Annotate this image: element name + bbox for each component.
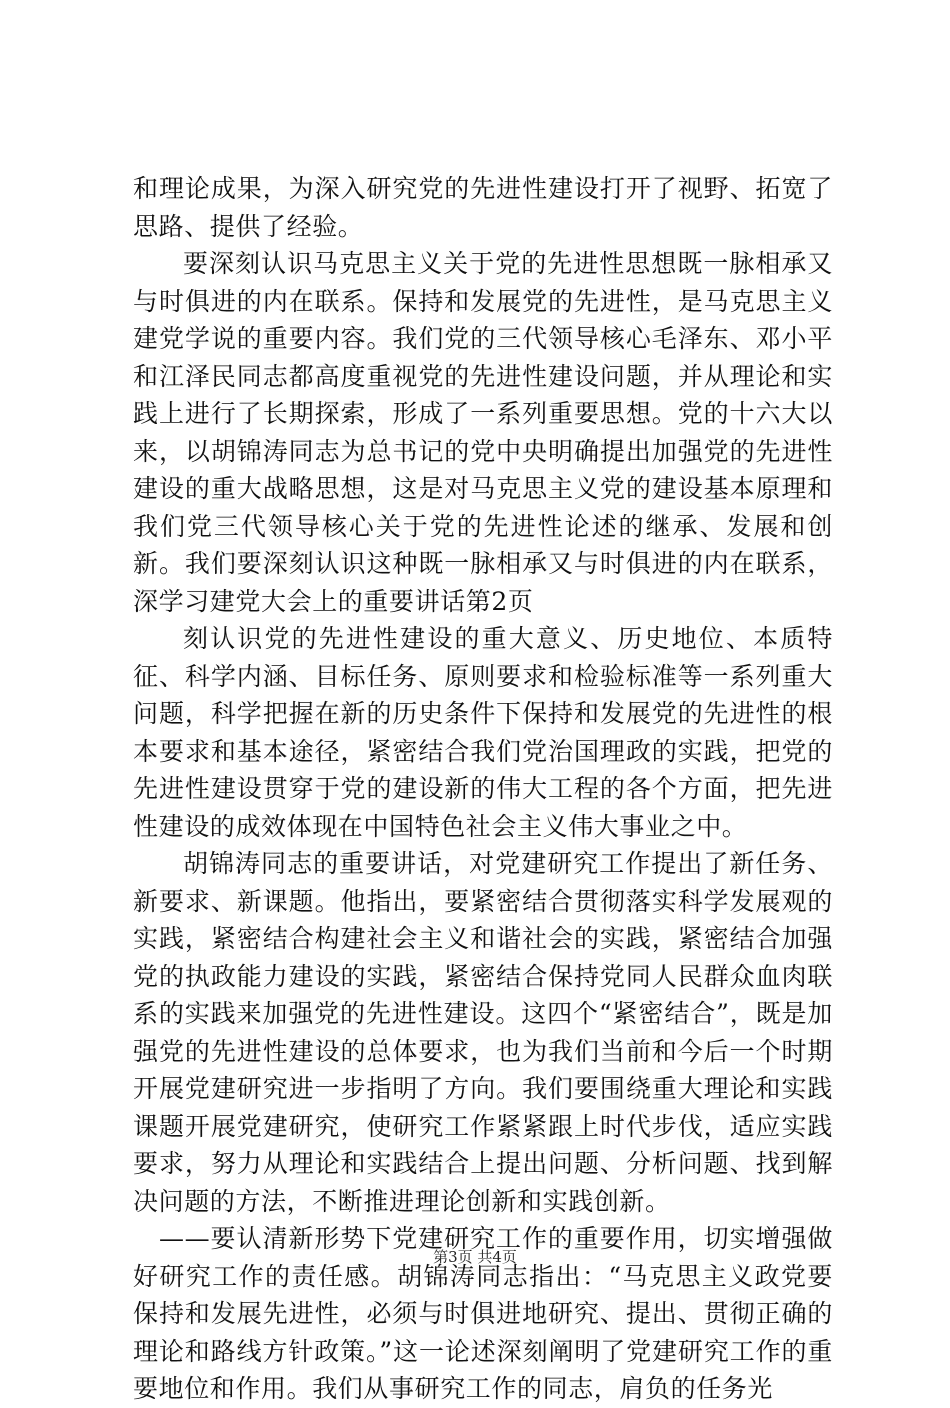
page-footer: 第3页 共4页 (433, 1248, 517, 1266)
body-text (133, 170, 833, 1408)
paragraph-hu-speech: 胡锦涛同志的重要讲话，对党建研究工作提出了新任务、新要求、新课题。他指出，要紧密结合贯彻落实科学发展观的实践，紧密结合构建社会主义和谐社会的实践，紧密结合加强党的执政能力建设的实践，紧密结合保持党同人民群众血肉联系的实践来加强党的先进性建设。这四个“紧密结合”，既是加强党的先进性建设的总体要求，也为我们当前和今后一个时期开展党建研究进一步指明了方向。我们要围绕重大理论和实践课题开展党建研究，使研究工作紧紧跟上时代步伐，适应实践要求，努力从理论和实践结合上提出问题、分析问题、找到解决问题的方法，不断推进理论创新和实践创新。 (133, 849, 833, 1216)
paragraph-marxism-continuity: 要深刻认识马克思主义关于党的先进性思想既一脉相承又与时俱进的内在联系。保持和发展党的先进性，是马克思主义建党学说的重要内容。我们党的三代领导核心毛泽东、邓小平和江泽民同志都高度重视党的先进性建设问题，并从理论和实践上进行了长期探索，形成了一系列重要思想。党的十六大以来，以胡锦涛同志为总书记的党中央明确提出加强党的先进性建设的重大战略思想，这是对马克思主义党的建设基本原理和我们党三代领导核心关于党的先进性论述的继承、发展和创新。我们要深刻认识这种既一脉相承又与时俱进的内在联系，深学习建党大会上的重要讲话第2页 (133, 249, 833, 616)
paragraph-research-role: ——要认清新形势下党建研究工作的重要作用，切实增强做好研究工作的责任感。胡锦涛同志指出：“马克思主义政党要保持和发展先进性，必须与时俱进地研究、提出、贯彻正确的理论和路线方针政策。”这一论述深刻阐明了党建研究工作的重要地位和作用。我们从事研究工作的同志，肩负的任务光 (133, 1224, 833, 1403)
paragraph-continuation: 和理论成果，为深入研究党的先进性建设打开了视野、拓宽了思路、提供了经验。 (133, 174, 833, 241)
paragraph-advanced-nature: 刻认识党的先进性建设的重大意义、历史地位、本质特征、科学内涵、目标任务、原则要求和检验标准等一系列重大问题，科学把握在新的历史条件下保持和发展党的先进性的根本要求和基本途径，紧密结合我们党治国理政的实践，把党的先进性建设贯穿于党的建设新的伟大工程的各个方面，把先进性建设的成效体现在中国特色社会主义伟大事业之中。 (133, 624, 833, 841)
